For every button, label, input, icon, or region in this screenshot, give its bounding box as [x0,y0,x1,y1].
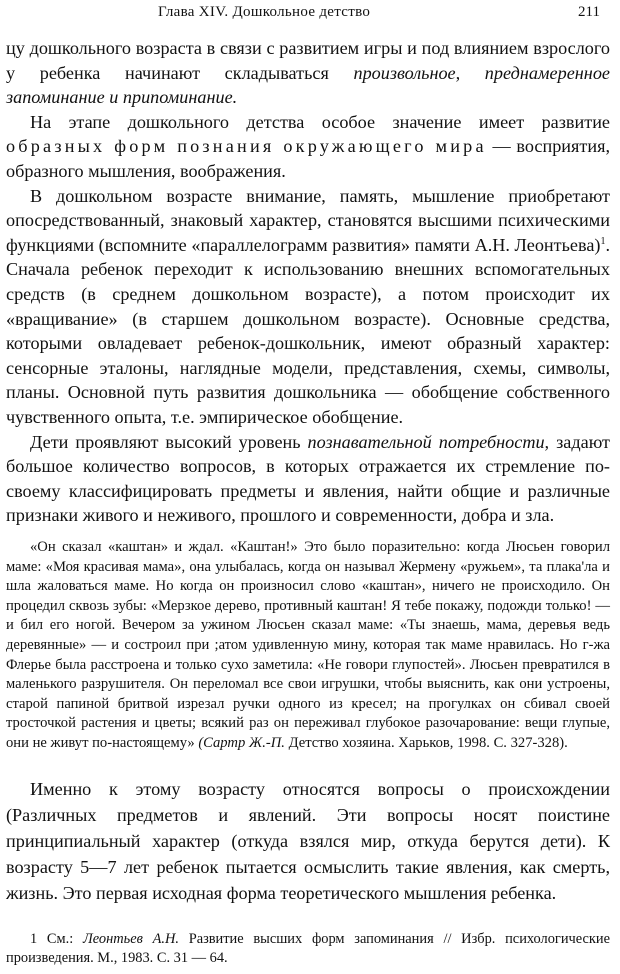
quote-source: Детство хозяина. Харьков, 1998. С. 327-328). [284,734,568,751]
main-text-block [6,36,610,528]
paragraph-4-italic: познавательной потребности, [307,431,550,452]
footnote-ref: 1 [600,235,606,247]
footnote-reference: Развитие высших форм запоминания // Избр. психологические произведения. М., 1983. С. 31 — 64. [6,931,610,966]
paragraph-4-text-start: Дети проявляют высокий уровень [30,431,308,452]
quote-text: «Он сказал «каштан» и ждал. «Каштан!» Это было поразительно: когда Люсьен говорил маме: «Моя красивая мама», она улыбалась, когда он называл Жермену «ружьем», та плака'ла и шла жаловаться маме. Но когда он произносил слово «каштан», ничего не происходило. Он процедил сквозь зубы: «Мерзкое дерево, противный каштан! Я тебе покажу, подожди только! — и бил его ногой. Вечером за ужином Люсьен сказал маме: «Ты знаешь, мама, деревья ведь деревянные» — и состроил при ;атом удивленную мину, которая так маме нравилась. Но г-жа Флерье была расстроена и только сухо заметила: «Не говори глупостей». Люсьен превратился в маленького разрушителя. Он переломал все свои игрушки, чтобы выяснить, как они устроены, старой папиной бритвой изрезал ручки одного из кресел; на прогулках он сбивал своей тросточкой растения и цветы; всякий раз он переживал глубокое разочарование: вещи глупые, они не живут по-настоящему» [6,539,610,751]
paragraph-3-text-start: В дошкольном возрасте внимание, память, мышление приобретают опосредствованный, знаковый характер, становятся высшими психическими функциями (вспомните «параллелограмм развития» памяти А.Н. Леонтьева) [6,185,610,255]
footnote-paragraph [6,930,610,968]
footnote [6,930,610,968]
quote-paragraph [6,538,610,754]
paragraph-5: Именно к этому возрасту относятся вопросы о происхождении (Различных предметов и явлений. Эти вопросы носят поистине принципиальный характер (откуда взялся мир, откуда берутся дети). К возрасту 5—7 лет ребенок пытается осмыслить такие явления, как смерть, жизнь. Это первая исходная форма теоретического мышления ребенка. [6,779,610,903]
paragraph-2-text-start: На этапе дошкольного детства особое значение имеет развитие [30,111,610,132]
page-number: 211 [578,4,600,20]
footnote-marker: 1 См.: [30,931,83,947]
paragraph-1 [6,36,610,110]
paragraph-1-italic: произвольное, преднамеренное запоминание и припоминание. [6,62,610,108]
main-text-block-2 [6,776,610,906]
quote-author-italic: (Сартр Ж.-П. [198,734,285,751]
paragraph-2-text-end: — восприятия, образного мышления, воображения. [6,136,610,181]
paragraph-2 [6,110,610,184]
footnote-author-italic: Леонтьев А.Н. [82,931,179,947]
paragraph-4-text-end: задают большое количество вопросов, в которых отражается их стремление по-своему классифицировать предметы и явления, найти общие и различные признаки живого и неживого, прошлого и современности, добра и зла. [6,431,610,526]
paragraph-2-spaced-emphasis: образных форм познания окружающего мира [6,136,487,157]
chapter-title: Глава XIV. Дошкольное детство [158,4,371,20]
running-head [8,2,612,22]
paragraph-4 [6,430,610,528]
paragraph-3 [6,184,610,430]
paragraph-3-text-end: . Сначала ребенок переходит к использованию внешних вспомогательных средств (в среднем дошкольном возрасте), а потом происходит их «вращивание» (в старшем дошкольном возрасте). Основные средства, которыми овладевает ребенок-дошкольник, имеют образный характер: сенсорные эталоны, наглядные модели, представления, схемы, символы, планы. Основной путь развития дошкольника — обобщение собственного чувственного опыта, т.е. эмпирическое обобщение. [6,234,610,427]
paragraph-1-text: цу дошкольного возраста в связи с развитием игры и под влиянием взрослого у ребенка начинают складываться [6,38,610,83]
block-quote [6,538,610,754]
